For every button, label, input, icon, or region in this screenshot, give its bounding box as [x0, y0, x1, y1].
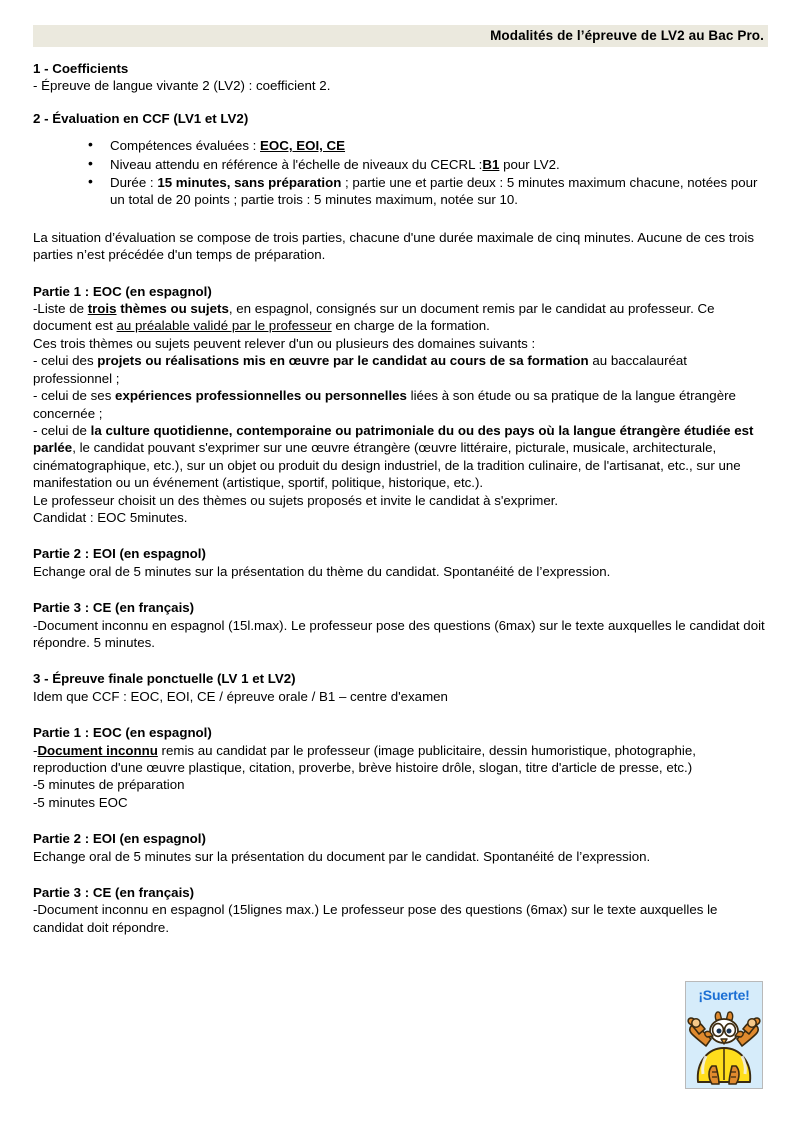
competences-bullet-list	[33, 137, 768, 209]
final-partie-3-line-1: -Document inconnu en espagnol (15lignes max.) Le professeur pose des questions (6max) sur le texte auxquelles le candidat doit répondre.	[33, 902, 718, 935]
d2-emphasis: expériences professionnelles ou personnelles	[115, 388, 407, 404]
d2-text-b: liées à son étude ou sa pratique de la langue étrangère concernée ;	[33, 388, 736, 421]
spacer	[33, 865, 768, 884]
ccf-partie-1-closing-2: Candidat : EOC 5minutes.	[33, 509, 188, 525]
page-title: Modalités de l’épreuve de LV2 au Bac Pro.	[490, 28, 764, 43]
fp1-text-a: -	[33, 742, 38, 758]
final-partie-1-paragraph	[33, 742, 768, 777]
ccf-partie-2-line-1: Echange oral de 5 minutes sur la présentation du thème du candidat. Spontanéité de l’expression.	[33, 563, 611, 579]
ccf-partie-1-domains-intro: Ces trois thèmes ou sujets peuvent relever d'un ou plusieurs des domaines suivants :	[33, 335, 536, 351]
p1-underline-validation: au préalable validé par le professeur	[116, 318, 332, 334]
spacer	[33, 264, 768, 283]
p1-text-c: en charge de la formation.	[331, 318, 490, 334]
p1-text-a: -Liste de	[33, 301, 88, 317]
section-1-heading: 1 - Coefficients	[33, 61, 129, 76]
bullet-2-suffix: pour LV2.	[499, 156, 560, 172]
list-item	[88, 174, 768, 209]
spacer	[33, 95, 768, 110]
bullet-3-prefix: Durée :	[110, 175, 158, 191]
header-band	[33, 25, 768, 47]
cartoon-chick-icon	[686, 1004, 762, 1088]
d1-emphasis: projets ou réalisations mis en œuvre par le candidat au cours de sa formation	[97, 353, 589, 369]
ccf-partie-2-heading: Partie 2 : EOI (en espagnol)	[33, 546, 206, 562]
spacer	[33, 580, 768, 599]
p1-emphasis-themes: thèmes ou sujets	[116, 301, 229, 317]
final-partie-1-line-2: -5 minutes de préparation	[33, 777, 185, 793]
ccf-domain-1	[33, 352, 768, 387]
bullet-2-emphasis: B1	[482, 156, 500, 172]
p1-text-b: , en espagnol, consignés sur un document remis par le candidat au professeur. Ce document est	[33, 301, 715, 334]
suerte-caption: ¡Suerte!	[698, 987, 750, 1003]
section-1-line-1: - Épreuve de langue vivante 2 (LV2) : coefficient 2.	[33, 78, 331, 94]
p1-emphasis-trois: trois	[87, 301, 117, 317]
spacer	[33, 651, 768, 670]
d3-text-b: , le candidat pouvant s'exprimer sur une œuvre étrangère (œuvre littéraire, picturale, musicale, architecturale, cinématographique, etc.), sur un objet ou produit du design industriel, de la tradition culinaire, de l'artisanat, etc., sur une manifestation ou un événement (artistique, sportif, politique, historique, etc.).	[33, 440, 741, 491]
section-3-heading: 3 - Épreuve finale ponctuelle (LV 1 et LV2)	[33, 671, 296, 687]
list-item	[88, 137, 768, 154]
ccf-partie-1-heading: Partie 1 : EOC (en espagnol)	[33, 283, 212, 299]
section-2-heading: 2 - Évaluation en CCF (LV1 et LV2)	[33, 110, 249, 126]
spacer	[33, 127, 768, 137]
d1-text-a: - celui des	[33, 353, 98, 369]
spacer	[33, 526, 768, 545]
d1-text-b: au baccalauréat professionnel ;	[33, 353, 687, 386]
final-partie-3-heading: Partie 3 : CE (en français)	[33, 885, 195, 901]
ccf-partie-3-heading: Partie 3 : CE (en français)	[33, 600, 195, 616]
d2-text-a: - celui de ses	[33, 388, 116, 404]
document-body	[33, 60, 768, 936]
bullet-1-emphasis: EOC, EOI, CE	[260, 138, 346, 154]
d3-emphasis: la culture quotidienne, contemporaine ou patrimoniale du ou des pays où la langue étrangère étudiée est parlée	[33, 422, 754, 456]
bullet-3-suffix: ; partie une et partie deux : 5 minutes maximum chacune, notées pour un total de 20 points ; partie trois : 5 minutes maximum, notée sur 10.	[110, 175, 758, 208]
final-partie-2-heading: Partie 2 : EOI (en espagnol)	[33, 831, 206, 847]
final-partie-1-line-3: -5 minutes EOC	[33, 794, 128, 810]
ccf-partie-3-line-1: -Document inconnu en espagnol (15l.max). Le professeur pose des questions (6max) sur le texte auxquelles le candidat doit répondre. 5 minutes.	[33, 617, 765, 650]
ccf-partie-1-paragraph-1	[33, 300, 768, 335]
evaluation-intro-paragraph: La situation d’évaluation se compose de trois parties, chacune d'une durée maximale de cinq minutes. Aucune de ces trois parties n’est précédée d'un temps de préparation.	[33, 229, 754, 263]
final-partie-1-heading: Partie 1 : EOC (en espagnol)	[33, 725, 212, 741]
ccf-domain-3	[33, 422, 768, 492]
final-partie-2-line-1: Echange oral de 5 minutes sur la présentation du document par le candidat. Spontanéité de l’expression.	[33, 848, 651, 864]
fp1-text-b: remis au candidat par le professeur (image publicitaire, dessin humoristique, photographie, reproduction d'une œuvre plastique, citation, proverbe, brève histoire drôle, slogan, titre d'article de presse, etc.)	[33, 742, 696, 775]
suerte-illustration	[685, 981, 763, 1089]
section-3-line-1: Idem que CCF : EOC, EOI, CE / épreuve orale / B1 – centre d'examen	[33, 688, 448, 704]
list-item	[88, 156, 768, 173]
spacer	[33, 811, 768, 830]
bullet-2-prefix: Niveau attendu en référence à l'échelle de niveaux du CECRL :	[110, 156, 483, 172]
ccf-domain-2	[33, 387, 768, 422]
ccf-partie-1-closing-1: Le professeur choisit un des thèmes ou sujets proposés et invite le candidat à s'exprimer.	[33, 492, 559, 508]
spacer	[33, 210, 768, 229]
spacer	[33, 705, 768, 724]
d3-text-a: - celui de	[33, 422, 91, 438]
fp1-emphasis-document-inconnu: Document inconnu	[37, 742, 158, 758]
bullet-1-prefix: Compétences évaluées :	[110, 138, 261, 154]
bullet-3-emphasis: 15 minutes, sans préparation	[157, 175, 342, 191]
